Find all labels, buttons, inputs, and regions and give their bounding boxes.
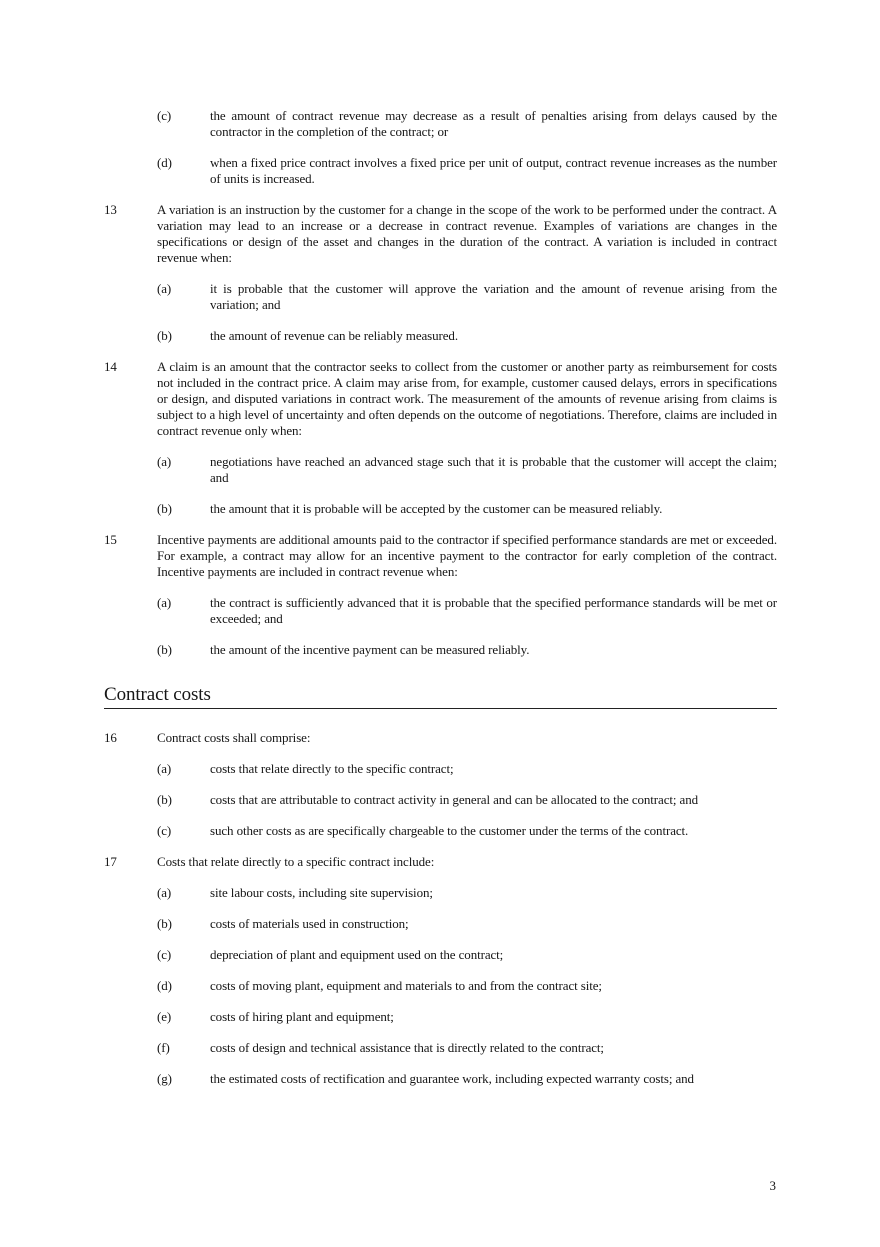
list-item-label: (b)	[157, 501, 172, 516]
list-item	[157, 823, 777, 839]
list-item-label: (d)	[157, 978, 172, 993]
list-item	[157, 595, 777, 627]
list-item	[157, 1009, 777, 1025]
list-item-label: (b)	[157, 328, 172, 343]
list-item	[157, 155, 777, 187]
list-item-text: negotiations have reached an advanced stage such that it is probable that the customer will accept the claim; and	[210, 454, 777, 485]
section-heading: Contract costs	[104, 684, 777, 709]
list-item	[157, 1071, 777, 1087]
list-item-label: (a)	[157, 595, 172, 610]
paragraph-text: A variation is an instruction by the customer for a change in the scope of the work to be performed under the contract. A variation may lead to an increase or a decrease in contract revenue. Examples of variations are changes in the specifications or design of the asset and changes in the duration of the contract. A variation is included in contract revenue when:	[157, 202, 777, 265]
list-item-text: costs of hiring plant and equipment;	[210, 1009, 394, 1024]
list-item-text: costs of moving plant, equipment and materials to and from the contract site;	[210, 978, 602, 993]
paragraph-text: Costs that relate directly to a specific contract include:	[157, 854, 435, 869]
paragraph-number: 17	[104, 854, 117, 869]
list-item	[157, 328, 777, 344]
list-item-text: such other costs as are specifically chargeable to the customer under the terms of the contract.	[210, 823, 689, 838]
paragraph-text: Contract costs shall comprise:	[157, 730, 311, 745]
list-item-text: the amount of the incentive payment can be measured reliably.	[210, 642, 530, 657]
list-item-text: the amount of contract revenue may decrease as a result of penalties arising from delays caused by the contractor in the completion of the contract; or	[210, 108, 777, 139]
list-item-label: (c)	[157, 823, 172, 838]
list-item-label: (g)	[157, 1071, 172, 1086]
paragraph-text: A claim is an amount that the contractor seeks to collect from the customer or another party as reimbursement for costs not included in the contract price. A claim may arise from, for example, customer caused delays, errors in specifications or design, and disputed variations in contract work. The measurement of the amounts of revenue arising from claims is subject to a high level of uncertainty and often depends on the outcome of negotiations. Therefore, claims are included in contract revenue only when:	[157, 359, 777, 438]
paragraph	[104, 359, 777, 439]
paragraph	[104, 202, 777, 266]
list-item-text: costs that are attributable to contract activity in general and can be allocated to the contract; and	[210, 792, 699, 807]
list-item-label: (b)	[157, 916, 172, 931]
document-blocks	[104, 108, 777, 1102]
list-item-text: when a fixed price contract involves a fixed price per unit of output, contract revenue increases as the number of units is increased.	[210, 155, 777, 186]
list-item-label: (a)	[157, 761, 172, 776]
paragraph-number: 16	[104, 730, 117, 745]
list-item-text: the amount of revenue can be reliably measured.	[210, 328, 458, 343]
list-item-label: (e)	[157, 1009, 172, 1024]
list-item-label: (f)	[157, 1040, 170, 1055]
list-item	[157, 501, 777, 517]
list-item-text: the amount that it is probable will be accepted by the customer can be measured reliably.	[210, 501, 663, 516]
list-item	[157, 947, 777, 963]
list-item-text: the contract is sufficiently advanced that it is probable that the specified performance standards will be met or exceeded; and	[210, 595, 777, 626]
paragraph-number: 13	[104, 202, 117, 217]
page-number: 3	[769, 1178, 776, 1193]
paragraph	[104, 730, 777, 746]
paragraph-text: Incentive payments are additional amounts paid to the contractor if specified performance standards are met or exceeded. For example, a contract may allow for an incentive payment to the contractor for early completion of the contract. Incentive payments are included in contract revenue when:	[157, 532, 777, 579]
list-item-text: site labour costs, including site supervision;	[210, 885, 433, 900]
list-item-text: it is probable that the customer will approve the variation and the amount of revenue arising from the variation; and	[210, 281, 777, 312]
list-item-text: the estimated costs of rectification and guarantee work, including expected warranty costs; and	[210, 1071, 694, 1086]
list-item	[157, 978, 777, 994]
list-item-text: depreciation of plant and equipment used on the contract;	[210, 947, 504, 962]
list-item	[157, 281, 777, 313]
paragraph	[104, 854, 777, 870]
list-item-text: costs of materials used in construction;	[210, 916, 409, 931]
list-item	[157, 761, 777, 777]
list-item	[157, 1040, 777, 1056]
list-item-label: (d)	[157, 155, 172, 170]
list-item-text: costs of design and technical assistance that is directly related to the contract;	[210, 1040, 604, 1055]
list-item	[157, 916, 777, 932]
list-item	[157, 792, 777, 808]
list-item-label: (a)	[157, 885, 172, 900]
list-item-text: costs that relate directly to the specific contract;	[210, 761, 454, 776]
list-item	[157, 454, 777, 486]
list-item-label: (b)	[157, 792, 172, 807]
list-item-label: (c)	[157, 108, 172, 123]
list-item-label: (b)	[157, 642, 172, 657]
list-item-label: (a)	[157, 454, 172, 469]
list-item-label: (a)	[157, 281, 172, 296]
list-item-label: (c)	[157, 947, 172, 962]
list-item	[157, 642, 777, 658]
list-item	[157, 108, 777, 140]
list-item	[157, 885, 777, 901]
paragraph-number: 15	[104, 532, 117, 547]
paragraph-number: 14	[104, 359, 117, 374]
paragraph	[104, 532, 777, 580]
